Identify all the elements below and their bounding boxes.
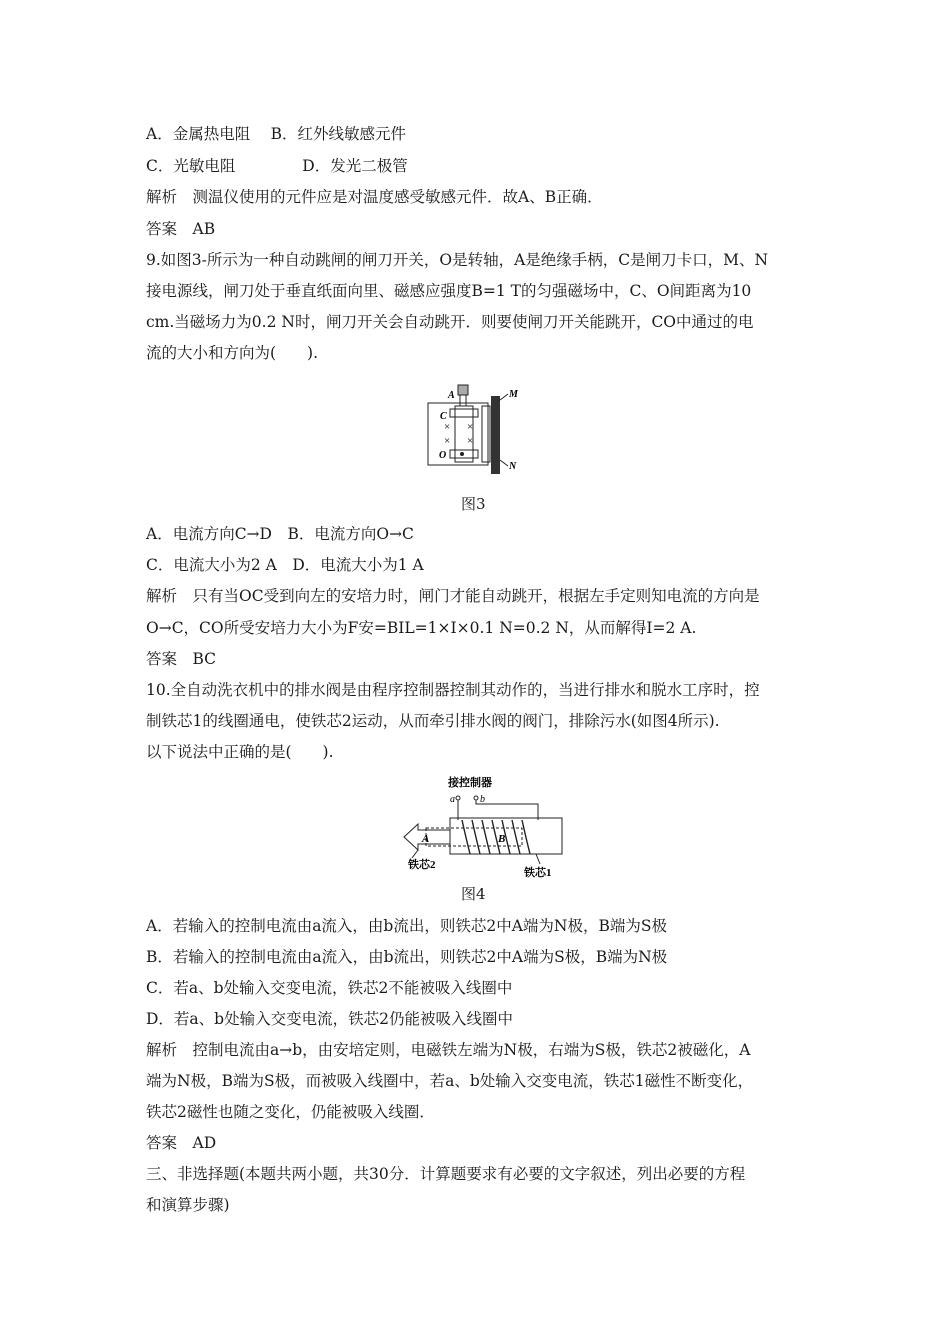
- field-region: [428, 403, 488, 465]
- q9-analysis-line-2: O→C，CO所受安培力大小为F安=BIL=1×I×0.1 N=0.2 N，从而解得I=2 A.: [146, 619, 697, 637]
- question-9-line-3: cm.当磁场力为0.2 N时，闸刀开关会自动跳开．则要使闸刀开关能跳开，CO中通过的电: [146, 313, 754, 331]
- q9-analysis-line-1: 解析 只有当OC受到向左的安培力时，闸门才能自动跳开，根据左手定则知电流的方向是: [146, 587, 760, 605]
- question-10-line-1: 10.全自动洗衣机中的排水阀是由程序控制器控制其动作的，当进行排水和脱水工序时，控: [146, 681, 760, 699]
- option-a-b-line: A．金属热电阻 B．红外线敏感元件: [146, 125, 407, 143]
- fig4-label-a-term: a: [450, 794, 455, 805]
- fig4-label-b-term: b: [480, 794, 485, 805]
- fig3-label-o: O: [439, 450, 447, 461]
- coil-windings: [462, 820, 530, 854]
- fig4-title: 接控制器: [448, 777, 492, 789]
- fig3-label-m: M: [509, 389, 518, 400]
- fig3-label-n: N: [509, 461, 517, 472]
- answer-line: 答案 AB: [146, 220, 216, 238]
- question-9-line-1: 9.如图3-所示为一种自动跳闸的闸刀开关，O是转轴，A是绝缘手柄，C是闸刀卡口，M、N: [146, 251, 769, 269]
- q10-answer: 答案 AD: [146, 1134, 217, 1152]
- question-10-line-3: 以下说法中正确的是( ).: [146, 743, 334, 761]
- handle-stem: [460, 395, 466, 406]
- q10-analysis-line-2: 端为N极，B端为S极，而被吸入线圈中，若a、b处输入交变电流，铁芯1磁性不断变化，: [146, 1072, 754, 1090]
- q10-option-b: B．若输入的控制电流由a流入，由b流出，则铁芯2中A端为S极，B端为N极: [146, 948, 668, 966]
- q9-option-a-b: A．电流方向C→D B．电流方向O→C: [146, 525, 414, 543]
- question-9-line-2: 接电源线，闸刀处于垂直纸面向里、磁感应强度B=1 T的匀强磁场中，C、O间距离为10: [146, 282, 752, 300]
- analysis-line: 解析 测温仪使用的元件应是对温度感受敏感元件．故A、B正确．: [146, 188, 603, 206]
- knife-blade: [455, 406, 473, 462]
- option-c-d-line: C．光敏电阻 D．发光二极管: [146, 157, 408, 175]
- fig3-label-a: A: [448, 390, 455, 401]
- fig4-label-big-b: B: [498, 833, 506, 845]
- q10-option-a: A．若输入的控制电流由a流入，由b流出，则铁芯2中A端为N极，B端为S极: [146, 917, 667, 935]
- pivot-dot: [460, 452, 464, 456]
- contact-plate: [482, 406, 490, 462]
- figure-3-switch-diagram: [420, 382, 530, 478]
- question-9-line-4: 流的大小和方向为( ).: [146, 344, 319, 362]
- q10-analysis-line-3: 铁芯2磁性也随之变化，仍能被吸入线圈．: [146, 1103, 435, 1121]
- figure-4-solenoid-diagram: [398, 772, 566, 880]
- field-cross: ×: [444, 435, 451, 447]
- fig4-core2-label: 铁芯2: [408, 859, 436, 871]
- question-10-line-2: 制铁芯1的线圈通电，使铁芯2运动，从而牵引排水阀的阀门，排除污水(如图4所示).: [146, 712, 720, 730]
- fig4-core1-label: 铁芯1: [524, 867, 552, 879]
- q10-option-c: C．若a、b处输入交变电流，铁芯2不能被吸入线圈中: [146, 979, 513, 997]
- figure-4-caption: 图4: [461, 885, 486, 903]
- figure-3-caption: 图3: [461, 495, 486, 513]
- wire-n: [500, 460, 508, 466]
- section-3-heading-line-1: 三、非选择题(本题共两小题，共30分．计算题要求有必要的文字叙述，列出必要的方程: [146, 1165, 746, 1183]
- fig3-label-c: C: [440, 411, 447, 422]
- section-3-heading-line-2: 和演算步骤): [146, 1196, 230, 1214]
- power-bar: [491, 396, 500, 474]
- q9-answer: 答案 BC: [146, 650, 217, 668]
- field-cross: ×: [444, 421, 451, 433]
- wire-m: [500, 394, 508, 400]
- q10-option-d: D．若a、b处输入交变电流，铁芯2仍能被吸入线圈中: [146, 1010, 513, 1028]
- q10-analysis-line-1: 解析 控制电流由a→b，由安培定则，电磁铁左端为N极，右端为S极，铁芯2被磁化，A: [146, 1041, 751, 1059]
- fig4-label-big-a: A: [422, 833, 430, 845]
- q9-option-c-d: C．电流大小为2 A D．电流大小为1 A: [146, 556, 424, 574]
- handle-top: [458, 385, 468, 395]
- clip-c: [450, 409, 478, 417]
- field-cross: ×: [467, 435, 474, 447]
- field-cross: ×: [467, 421, 474, 433]
